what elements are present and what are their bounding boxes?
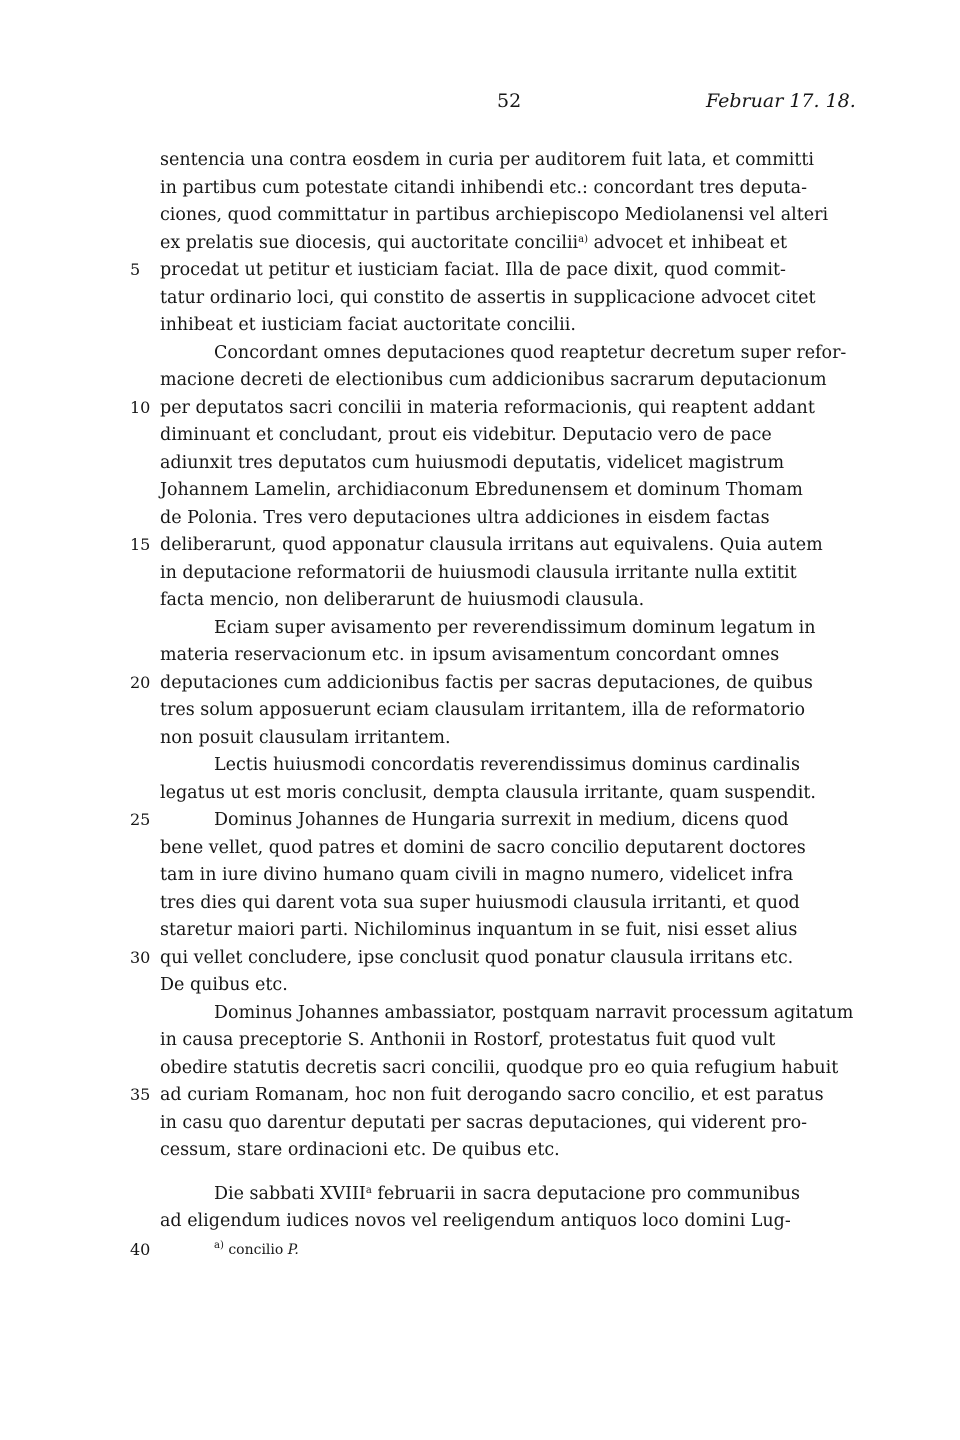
line-number: 40 [130, 1240, 151, 1259]
text-line: inhibeat et iusticiam faciat auctoritate concilii. [160, 315, 576, 335]
text-line: diminuant et concludant, prout eis videbitur. Deputacio vero de pace [160, 425, 772, 445]
text-line: de Polonia. Tres vero deputaciones ultra addiciones in eisdem factas [160, 508, 770, 528]
text-line: in deputacione reformatorii de huiusmodi clausula irritante nulla extitit [160, 563, 797, 583]
text-line: sentencia una contra eosdem in curia per auditorem fuit lata, et committi [160, 150, 814, 170]
text-line: legatus ut est moris conclusit, dempta clausula irritante, quam suspendit. [160, 783, 816, 803]
line-number: 30 [130, 948, 151, 967]
text-fragment: Die sabbati XVIII [214, 1184, 366, 1204]
text-line: Eciam super avisamento per reverendissimum dominum legatum in [214, 618, 816, 638]
text-line: tatur ordinario loci, qui constito de assertis in supplicacione advocet citet [160, 288, 816, 308]
text-line: tres solum apposuerunt eciam clausulam irritantem, illa de reformatorio [160, 700, 806, 720]
text-line: macione decreti de electionibus cum addicionibus sacrarum deputacionum [160, 370, 827, 390]
text-line: in causa preceptorie S. Anthonii in Rostorf, protestatus fuit quod vult [160, 1030, 776, 1050]
text-line: in partibus cum potestate citandi inhibendi etc.: concordant tres deputa- [160, 178, 807, 198]
text-line [214, 1180, 863, 1208]
text-line: staretur maiori parti. Nichilominus inquantum in se fuit, nisi esset alius [160, 920, 798, 940]
text-line: qui vellet concludere, ipse conclusit quod ponatur clausula irritans etc. [160, 948, 794, 968]
text-line: deliberarunt, quod apponatur clausula irritans aut equivalens. Quia autem [160, 535, 823, 555]
line-number: 5 [130, 260, 141, 279]
footnote-marker: a) [214, 1240, 224, 1251]
text-line: obedire statutis decretis sacri concilii, quodque pro eo quia refugium habuit [160, 1058, 839, 1078]
text-line: adiunxit tres deputatos cum huiusmodi deputatis, videlicet magistrum [160, 453, 785, 473]
text-line: procedat ut petitur et iusticiam faciat. Illa de pace dixit, quod commit- [160, 260, 786, 280]
line-number: 15 [130, 535, 151, 554]
text-line: Dominus Johannes de Hungaria surrexit in medium, dicens quod [214, 810, 789, 830]
line-number: 35 [130, 1085, 151, 1104]
footnote-siglum: P. [287, 1242, 299, 1258]
text-line: bene vellet, quod patres et domini de sacro concilio deputarent doctores [160, 838, 806, 858]
text-line: Johannem Lamelin, archidiaconum Ebredunensem et dominum Thomam [160, 480, 803, 500]
text-line: Lectis huiusmodi concordatis reverendissimus dominus cardinalis [214, 755, 800, 775]
text-line: De quibus etc. [160, 975, 288, 995]
text-line: facta mencio, non deliberarunt de huiusmodi clausula. [160, 590, 645, 610]
text-line: ad eligendum iudices novos vel reeligendum antiquos loco domini Lug- [160, 1211, 791, 1231]
running-head: Februar 17. 18. [706, 90, 856, 112]
line-number: 10 [130, 398, 151, 417]
page-header [0, 90, 960, 120]
footnote [214, 1238, 299, 1262]
text-line: in casu quo darentur deputati per sacras deputaciones, qui viderent pro- [160, 1113, 808, 1133]
text-line: non posuit clausulam irritantem. [160, 728, 451, 748]
text-line: cessum, stare ordinacioni etc. De quibus etc. [160, 1140, 560, 1160]
line-number: 25 [130, 810, 151, 829]
text-line: tres dies qui darent vota sua super huiusmodi clausula irritanti, et quod [160, 893, 800, 913]
ordinal-superscript: a [365, 1185, 372, 1196]
text-line: ciones, quod committatur in partibus archiepiscopo Mediolanensi vel alteri [160, 205, 829, 225]
text-line: materia reservacionum etc. in ipsum avisamentum concordant omnes [160, 645, 780, 665]
text-line: deputaciones cum addicionibus factis per sacras deputaciones, de quibus [160, 673, 813, 693]
text-line [160, 229, 863, 257]
footnote-text: concilio [228, 1242, 284, 1258]
text-fragment: advocet et inhibeat et [593, 233, 788, 253]
text-fragment: ex prelatis sue diocesis, qui auctoritate concilii [160, 233, 579, 253]
text-line: per deputatos sacri concilii in materia reformacionis, qui reaptent addant [160, 398, 815, 418]
text-line: Concordant omnes deputaciones quod reaptetur decretum super refor- [214, 343, 847, 363]
text-fragment: februarii in sacra deputacione pro communibus [377, 1184, 801, 1204]
line-number: 20 [130, 673, 151, 692]
text-line: Dominus Johannes ambassiator, postquam narravit processum agitatum [214, 1003, 854, 1023]
text-line: ad curiam Romanam, hoc non fuit derogando sacro concilio, et est paratus [160, 1085, 824, 1105]
note-reference: a) [578, 234, 589, 245]
text-line: tam in iure divino humano quam civili in magno numero, videlicet infra [160, 865, 794, 885]
page-number: 52 [497, 90, 522, 112]
